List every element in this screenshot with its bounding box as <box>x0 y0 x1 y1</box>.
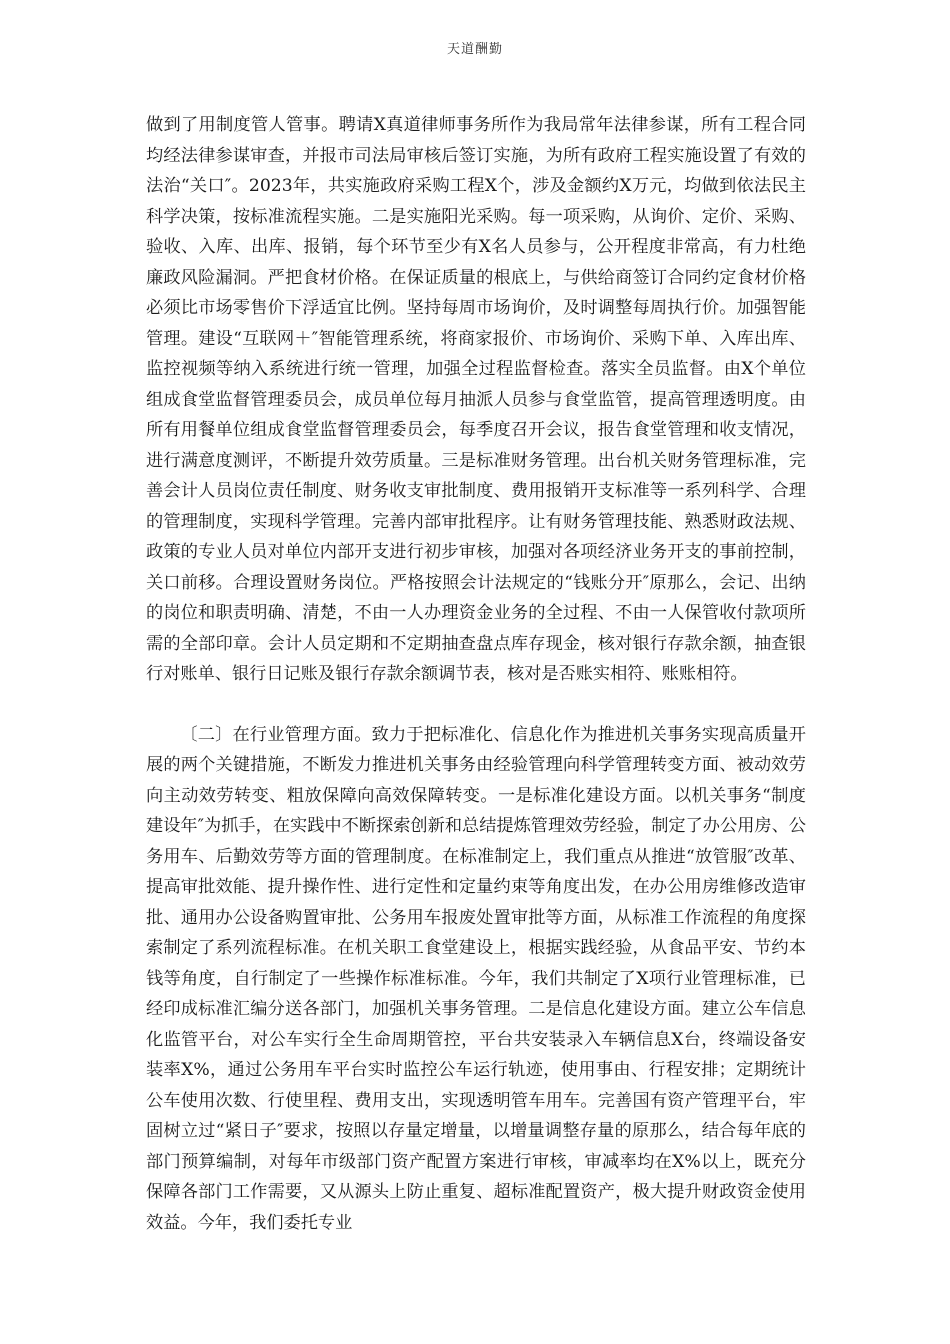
page-header-title: 天道酬勤 <box>446 42 503 57</box>
document-body <box>146 110 806 1238</box>
paragraph-procurement-finance: 做到了用制度管人管事。聘请X真道律师事务所作为我局常年法律参谋，所有工程合同均经法律参谋审查，并报市司法局审核后签订实施，为所有政府工程实施设置了有效的法治“关口″。2023年，共实施政府采购工程X个，涉及金额约X万元，均做到依法民主科学决策，按标准流程实施。二是实施阳光采购。每一项采购，从询价、定价、采购、验收、入库、出库、报销，每个环节至少有X名人员参与，公开程度非常高，有力杜绝廉政风险漏洞。严把食材价格。在保证质量的根底上，与供给商签订合同约定食材价格必须比市场零售价下浮适宜比例。坚持每周市场询价，及时调整每周执行价。加强智能管理。建设“互联网＋″智能管理系统，将商家报价、市场询价、采购下单、入库出库、监控视频等纳入系统进行统一管理，加强全过程监督检查。落实全员监督。由X个单位组成食堂监督管理委员会，成员单位每月抽派人员参与食堂监管，提高管理透明度。由所有用餐单位组成食堂监督管理委员会，每季度召开会议，报告食堂管理和收支情况，进行满意度测评，不断提升效劳质量。三是标准财务管理。出台机关财务管理标准，完善会计人员岗位责任制度、财务收支审批制度、费用报销开支标准等一系列科学、合理的管理制度，实现科学管理。完善内部审批程序。让有财务管理技能、熟悉财政法规、政策的专业人员对单位内部开支进行初步审核，加强对各项经济业务开支的事前控制，关口前移。合理设置财务岗位。严格按照会计法规定的“钱账分开″原那么，会记、出纳的岗位和职责明确、清楚，不由一人办理资金业务的全过程、不由一人保管收付款项所需的全部印章。会计人员定期和不定期抽查盘点库存现金，核对银行存款余额，抽查银行对账单、银行日记账及银行存款余额调节表，核对是否账实相符、账账相符。 <box>146 115 806 684</box>
paragraph-industry-management: 〔二〕在行业管理方面。致力于把标准化、信息化作为推进机关事务实现高质量开展的两个关键措施，不断发力推进机关事务由经验管理向科学管理转变方面、被动效劳向主动效劳转变、粗放保障向高效保障转变。一是标准化建设方面。以机关事务“制度建设年″为抓手，在实践中不断探索创新和总结提炼管理效劳经验，制定了办公用房、公务用车、后勤效劳等方面的管理制度。在标准制定上，我们重点从推进“放管服″改革、提高审批效能、提升操作性、进行定性和定量约束等角度出发，在办公用房维修改造审批、通用办公设备购置审批、公务用车报废处置审批等方面，从标准工作流程的角度探索制定了系列流程标准。在机关职工食堂建设上，根据实践经验，从食品平安、节约本钱等角度，自行制定了一些操作标准标准。今年，我们共制定了X项行业管理标准，已经印成标准汇编分送各部门，加强机关事务管理。二是信息化建设方面。建立公车信息化监管平台，对公车实行全生命周期管控，平台共安装录入车辆信息X台，终端设备安装率X%，通过公务用车平台实时监控公车运行轨迹，使用事由、行程安排；定期统计公车使用次数、行使里程、费用支出，实现透明管车用车。完善国有资产管理平台，牢固树立过“紧日子″要求，按照以存量定增量，以增量调整存量的原那么，结合每年底的部门预算编制，对每年市级部门资产配置方案进行审核，审减率均在X%以上，既充分保障各部门工作需要，又从源头上防止重复、超标准配置资产，极大提升财政资金使用效益。今年，我们委托专业 <box>146 724 806 1233</box>
